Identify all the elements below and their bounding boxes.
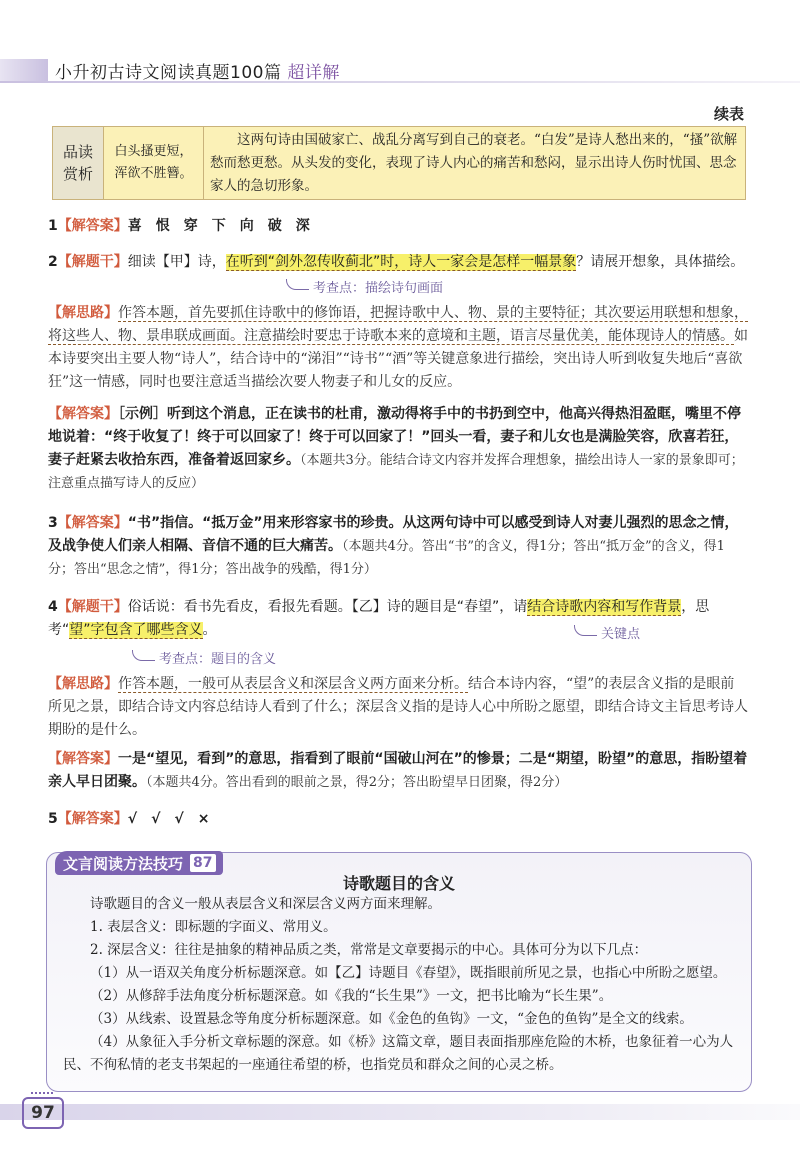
q3-ans-text: “书”指信。“抵万金”用来形容家书的珍贵。从这两句诗中可以感受到诗人对妻儿强烈的思念之情，及战争使人们亲人相隔、音信不通的巨大痛苦。 <box>48 515 739 554</box>
q1-number: 1 <box>48 218 58 234</box>
tips-paragraph: （2）从修辞手法角度分析标题深意。如《我的“长生果”》一文，把书比喻为“长生果”。 <box>90 988 613 1004</box>
question-2-stem <box>48 251 748 274</box>
q2-stem-post: ？请展开想象，具体描绘。 <box>576 254 745 270</box>
label-line-2: 赏析 <box>62 165 93 183</box>
q4-ans-note: （本题共4分。答出看到的眼前之景，得2分；答出盼望早日团聚，得2分） <box>146 775 568 790</box>
table-label-cell <box>53 127 104 199</box>
tips-paragraph: （3）从线索、设置悬念等角度分析标题深意。如《金色的鱼钩》一文，“金色的鱼钩”是全文的线索。 <box>90 1011 693 1027</box>
q5-answer: √ √ √ × <box>127 811 210 827</box>
page-number: 97 <box>22 1097 64 1129</box>
quote-line-2: 浑欲不胜簪。 <box>114 166 193 181</box>
question-1 <box>48 215 748 238</box>
q1-answer: 喜 恨 穿 下 向 破 深 <box>127 218 310 234</box>
question-4-stem <box>48 596 748 642</box>
tips-tab-number: 87 <box>189 853 216 873</box>
annotation-arrow-icon <box>286 279 309 290</box>
quote-line-1: 白头搔更短， <box>114 144 193 159</box>
q4-ans-text: 一是“望见，看到”的意思，指看到了眼前“国破山河在”的惨景；二是“期望，盼望”的意思，指盼望着亲人早日团聚。 <box>48 751 748 790</box>
q4-answer <box>48 748 748 794</box>
q4-annotation-key: 关键点 <box>574 623 640 642</box>
tips-body <box>63 893 739 1077</box>
q4-thinking <box>48 673 748 742</box>
q2-answer <box>48 403 748 495</box>
q2-silu-rest: 如本诗要突出主要人物“诗人”，结合诗中的“涕泪”“诗书”“酒”等关键意象进行描绘，突出诗人听到收复失地后“喜欲狂”这一情感，同时也要注意适当描绘次要人物妻子和儿女的反应。 <box>48 328 748 390</box>
q4-silu-underlined: 作答本题，一般可从表层含义和深层含义两方面来分析。 <box>118 676 468 692</box>
q4-stem-highlight-1: 结合诗歌内容和写作背景 <box>527 599 682 615</box>
book-subtitle: 超详解 <box>287 63 340 83</box>
q1-tag: 【解答案】 <box>57 218 128 234</box>
table-analysis-cell: 这两句诗由国破家亡、战乱分离写到自己的衰老。“白发”是诗人愁出来的，“搔”欲解愁而愁更愁。从头发的变化，表现了诗人内心的痛苦和愁闷，显示出诗人伤时忧国、思念家人的急切形象。 <box>204 127 745 199</box>
q2-ans-tag: 【解答案】 <box>48 406 118 422</box>
question-5 <box>48 808 748 831</box>
q2-stem-pre: 细读【甲】诗， <box>127 254 226 270</box>
q4-stem-mid: ，思考“ <box>48 599 710 638</box>
q2-ans-text: ［示例］听到这个消息，正在读书的杜甫，激动得将手中的书扔到空中，他高兴得热泪盈眶，嘴里不停地说着：“终于收复了！终于可以回家了！终于可以回家了！”回头一看，妻子和儿女也是满脸笑容，欣喜若狂，妻子赶紧去收拾东西，准备着返回家乡。 <box>48 406 741 468</box>
tips-paragraph: 2. 深层含义：往往是抽象的精神品质之类，常常是文章要揭示的中心。具体可分为以下几点： <box>90 942 648 958</box>
appreciation-table <box>52 126 746 200</box>
q2-silu-tag: 【解思路】 <box>48 305 118 321</box>
book-title: 小升初古诗文阅读真题100篇 超详解 <box>55 63 340 83</box>
tips-box <box>46 852 752 1092</box>
footer-line <box>0 1104 800 1120</box>
q2-silu-underlined: 作答本题，首先要抓住诗歌中的修饰语，把握诗歌中人、物、景的主要特征；其次要运用联想和想象，将这些人、物、景串联成画面。注意描绘时要忠于诗歌本来的意境和主题，语言尽量优美，能体现诗人的情感。 <box>48 305 748 344</box>
annotation-arrow-icon <box>574 625 597 636</box>
q2-number: 2 <box>48 254 58 270</box>
q3-number: 3 <box>48 515 58 531</box>
q4-annotation-point: 考查点：题目的含义 <box>132 648 276 667</box>
tips-title: 诗歌题目的含义 <box>342 874 455 893</box>
page-header <box>0 57 800 83</box>
table-quote-cell <box>104 127 204 199</box>
q4-ans-tag: 【解答案】 <box>48 751 118 767</box>
q5-tag: 【解答案】 <box>57 811 128 827</box>
q2-annotation: 考查点：描绘诗句画面 <box>286 277 443 296</box>
label-line-1: 品读 <box>62 143 93 161</box>
q4-silu-rest: 结合本诗内容，“望”的表层含义指的是眼前所见之景，即结合诗文内容总结诗人看到了什么；深层含义指的是诗人心中所盼之愿望，即结合诗文主旨思考诗人期盼的是什么。 <box>48 676 748 738</box>
tips-paragraph: 1. 表层含义：即标题的字面义、常用义。 <box>90 919 337 935</box>
q2-ans-note: （本题共3分。能结合诗文内容并发挥合理想象，描绘出诗人一家的景象即可；注意重点描写诗人的反应） <box>48 453 744 491</box>
question-3 <box>48 512 748 581</box>
header-band <box>0 59 48 81</box>
q4-stem-post: 。 <box>202 622 217 638</box>
q4-tag: 【解题干】 <box>57 599 128 615</box>
q4-stem-pre: 俗话说：看书先看皮，看报先看题。【乙】诗的题目是“春望”，请 <box>127 599 528 615</box>
q4-silu-tag: 【解思路】 <box>48 676 118 692</box>
q4-stem-highlight-2: 望”字包含了哪些含义 <box>69 622 203 638</box>
q2-stem-highlight: 在听到“剑外忽传收蓟北”时，诗人一家会是怎样一幅景象 <box>225 254 577 270</box>
q3-ans-note: （本题共4分。答出“书”的含义，得1分；答出“抵万金”的含义，得1分；答出“思念之情”，得1分；答出战争的残酷，得1分） <box>48 539 725 577</box>
q3-tag: 【解答案】 <box>57 515 128 531</box>
continued-table-label: 续表 <box>713 105 744 123</box>
tips-paragraph: （4）从象征入手分析文章标题的深意。如《桥》这篇文章，题目表面指那座危险的木桥，也象征着一心为人民、不徇私情的老支书架起的一座通往希望的桥，也指党员和群众之间的心灵之桥。 <box>63 1034 734 1073</box>
q5-number: 5 <box>48 811 58 827</box>
tips-paragraph: 诗歌题目的含义一般从表层含义和深层含义两方面来理解。 <box>90 896 441 912</box>
tips-tab-label: 文言阅读方法技巧 <box>63 854 184 873</box>
q2-tag: 【解题干】 <box>57 254 128 270</box>
q4-number: 4 <box>48 599 58 615</box>
annotation-arrow-icon <box>132 650 155 661</box>
tips-paragraph: （1）从一语双关角度分析标题深意。如【乙】诗题目《春望》，既指眼前所见之景，也指心中所盼之愿望。 <box>90 965 727 981</box>
q2-thinking <box>48 302 748 394</box>
